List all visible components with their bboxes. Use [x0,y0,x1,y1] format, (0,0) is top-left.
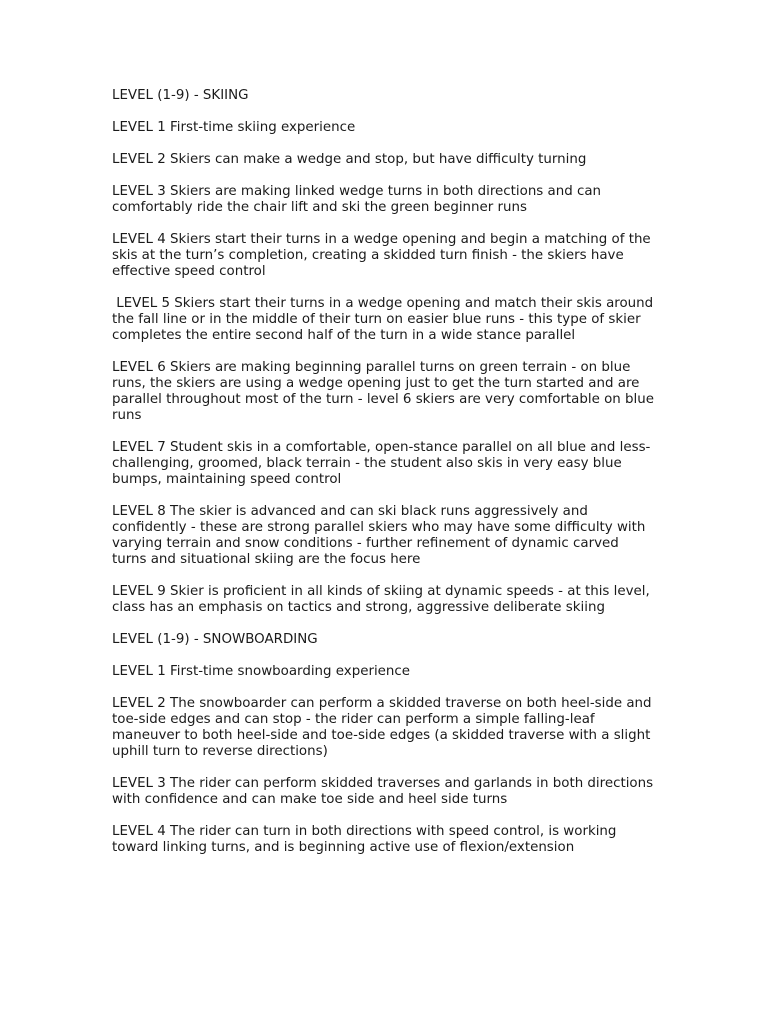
skiing-level-5: LEVEL 5 Skiers start their turns in a wedge opening and match their skis around the fall line or in the middle of their turn on easier blue runs - this type of skier completes the entire second half of the turn in a wide stance parallel [112,296,658,343]
snowboarding-level-4: LEVEL 4 The rider can turn in both directions with speed control, is working toward linking turns, and is beginning active use of flexion/extension [112,824,621,855]
skiing-level-2: LEVEL 2 Skiers can make a wedge and stop, but have difficulty turning [112,152,587,167]
skiing-level-9: LEVEL 9 Skier is proficient in all kinds of skiing at dynamic speeds - at this level, class has an emphasis on tactics and strong, aggressive deliberate skiing [112,584,655,615]
snowboarding-level-2: LEVEL 2 The snowboarder can perform a skidded traverse on both heel-side and toe-side edges and can stop - the rider can perform a simple falling-leaf maneuver to both heel-side and toe-side edges (a skidded traverse with a slight uphill turn to reverse directions) [112,696,656,759]
skiing-level-1: LEVEL 1 First-time skiing experience [112,120,356,135]
skiing-level-3: LEVEL 3 Skiers are making linked wedge turns in both directions and can comfortably ride the chair lift and ski the green beginner runs [112,184,606,215]
skiing-section-heading: LEVEL (1-9) - SKIING [112,88,249,103]
skiing-level-6: LEVEL 6 Skiers are making beginning parallel turns on green terrain - on blue runs, the skiers are using a wedge opening just to get the turn started and are parallel throughout most of the turn - level 6 skiers are very comfortable on blue runs [112,360,659,423]
skiing-level-4: LEVEL 4 Skiers start their turns in a wedge opening and begin a matching of the skis at the turn’s completion, creating a skidded turn finish - the skiers have effective speed control [112,232,655,279]
snowboarding-level-1: LEVEL 1 First-time snowboarding experience [112,664,411,679]
skiing-level-8: LEVEL 8 The skier is advanced and can ski black runs aggressively and confidently - these are strong parallel skiers who may have some difficulty with varying terrain and snow conditions - further refinement of dynamic carved turns and situational skiing are the focus here [112,504,650,567]
snowboarding-section-heading: LEVEL (1-9) - SNOWBOARDING [112,632,318,647]
skiing-level-7: LEVEL 7 Student skis in a comfortable, open-stance parallel on all blue and less-challenging, groomed, black terrain - the student also skis in very easy blue bumps, maintaining speed control [112,440,651,487]
document-page [112,88,657,872]
snowboarding-level-3: LEVEL 3 The rider can perform skidded traverses and garlands in both directions with confidence and can make toe side and heel side turns [112,776,658,807]
